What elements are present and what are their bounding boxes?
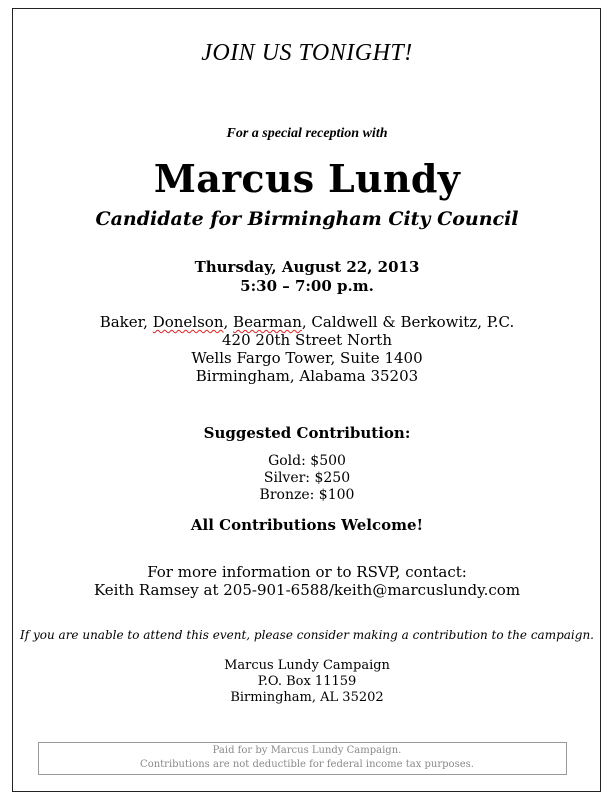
disclaimer-line-2: Contributions are not deductible for federal income tax purposes. xyxy=(140,759,474,770)
venue-city: Birmingham, Alabama 35203 xyxy=(195,367,419,385)
venue-firm xyxy=(0,313,614,331)
venue-firm-suffix: , Caldwell & Berkowitz, P.C. xyxy=(301,313,515,331)
contribution-heading: Suggested Contribution: xyxy=(203,424,411,442)
venue-firm-sep: , xyxy=(223,313,234,331)
mailing-city: Birmingham, AL 35202 xyxy=(230,690,384,705)
headline: JOIN US TONIGHT! xyxy=(201,40,413,66)
candidate-title: Candidate for Birmingham City Council xyxy=(95,208,519,230)
contribution-tier-gold: Gold: $500 xyxy=(268,453,346,469)
mailing-name: Marcus Lundy Campaign xyxy=(224,658,390,673)
event-time: 5:30 – 7:00 p.m. xyxy=(240,277,374,295)
candidate-name: Marcus Lundy xyxy=(153,156,461,201)
venue-street: 420 20th Street North xyxy=(222,331,392,349)
contribution-tier-bronze: Bronze: $100 xyxy=(259,487,355,503)
disclaimer-line-1: Paid for by Marcus Lundy Campaign. xyxy=(212,745,402,756)
contribution-tier-silver: Silver: $250 xyxy=(263,470,351,486)
event-date: Thursday, August 22, 2013 xyxy=(194,258,420,276)
contribution-welcome: All Contributions Welcome! xyxy=(190,516,424,534)
venue-firm-prefix: Baker, xyxy=(99,313,153,331)
venue-firm-bearman: Bearman xyxy=(233,313,302,331)
unable-note: If you are unable to attend this event, please consider making a contribution to the campaign. xyxy=(20,628,594,642)
rsvp-line: For more information or to RSVP, contact: xyxy=(147,563,467,581)
venue-firm-donelson: Donelson xyxy=(152,313,224,331)
venue-building: Wells Fargo Tower, Suite 1400 xyxy=(191,349,423,367)
mailing-box: P.O. Box 11159 xyxy=(257,674,357,689)
rsvp-contact: Keith Ramsey at 205-901-6588/keith@marcuslundy.com xyxy=(93,581,521,599)
intro-text: For a special reception with xyxy=(226,126,388,141)
